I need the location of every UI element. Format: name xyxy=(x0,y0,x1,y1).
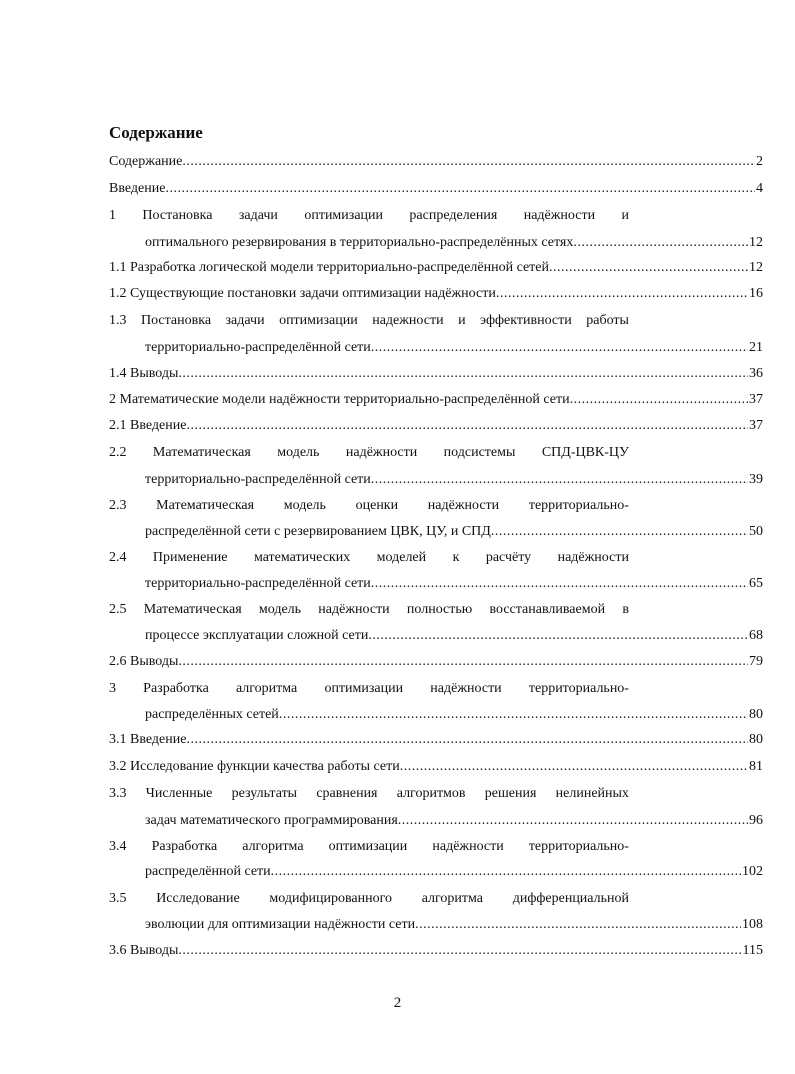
toc-entry-title: территориально-распределённой сети xyxy=(145,340,371,355)
toc-entry-leader xyxy=(145,705,763,725)
toc-entry[interactable] xyxy=(145,626,763,646)
toc-entry-page: 12 xyxy=(749,260,763,275)
toc-entry-word: 1.3 xyxy=(109,313,127,328)
toc-entry-leader xyxy=(145,574,763,594)
toc-entry-word: моделей xyxy=(376,550,427,565)
toc-entry-page: 37 xyxy=(749,418,763,433)
toc-entry-title: оптимального резервирования в территориально-распределённых сетях xyxy=(145,235,574,250)
toc-entry-word: Численные xyxy=(145,786,213,801)
leader-dots xyxy=(415,915,741,935)
toc-entry[interactable] xyxy=(145,470,763,490)
toc-entry-word: подсистемы xyxy=(443,445,516,460)
toc-entry-leader xyxy=(145,470,763,490)
toc-entry-title: задач математического программирования xyxy=(145,813,398,828)
toc-entry-leader xyxy=(109,152,763,172)
toc-entry-page: 102 xyxy=(742,864,763,879)
toc-entry-word: Постановка xyxy=(140,313,212,328)
toc-entry[interactable] xyxy=(109,390,763,410)
toc-entry-first-line[interactable] xyxy=(109,600,629,620)
toc-entry-word: 3.4 xyxy=(109,839,127,854)
leader-dots xyxy=(165,179,755,199)
toc-entry-word: дифференциальной xyxy=(512,891,629,906)
toc-entry-page: 96 xyxy=(749,813,763,828)
toc-entry-word: территориально- xyxy=(528,839,629,854)
leader-dots xyxy=(186,730,748,750)
leader-dots xyxy=(279,705,748,725)
toc-entry-word: работы xyxy=(586,313,629,328)
leader-dots xyxy=(371,574,748,594)
toc-entry-page: 21 xyxy=(749,340,763,355)
toc-entry-title: территориально-распределённой сети xyxy=(145,576,371,591)
toc-entry[interactable] xyxy=(109,258,763,278)
toc-entry-page: 115 xyxy=(742,943,763,958)
toc-entry-title: 3.6 Выводы xyxy=(109,943,179,958)
leader-dots xyxy=(491,522,748,542)
toc-entry-title: эволюции для оптимизации надёжности сети xyxy=(145,917,416,932)
toc-entry-word: задачи xyxy=(238,208,278,223)
toc-heading: Содержание xyxy=(109,123,203,142)
toc-entry-page: 68 xyxy=(749,628,763,643)
toc-entry-word: алгоритма xyxy=(235,681,298,696)
toc-entry-first-line[interactable] xyxy=(109,496,629,516)
toc-entry[interactable] xyxy=(109,152,763,172)
toc-entry[interactable] xyxy=(145,705,763,725)
toc-entry-page: 37 xyxy=(749,392,763,407)
leader-dots xyxy=(178,941,741,961)
toc-entry-word: полностью xyxy=(406,602,473,617)
toc-entry[interactable] xyxy=(145,862,763,882)
toc-entry-word: алгоритма xyxy=(242,839,304,854)
toc-entry-word: 2.5 xyxy=(109,602,127,617)
toc-entry-word: надежности xyxy=(372,313,444,328)
toc-entry-word: математических xyxy=(253,550,351,565)
toc-entry[interactable] xyxy=(109,416,763,436)
toc-entry-word: и xyxy=(621,208,629,223)
toc-entry-word: надёжности xyxy=(427,498,500,513)
toc-entry-leader xyxy=(109,730,763,750)
toc-entry-word: модель xyxy=(283,498,326,513)
toc-entry-first-line[interactable] xyxy=(109,837,629,857)
toc-entry-word: оптимизации xyxy=(328,839,408,854)
toc-entry-word: 3 xyxy=(109,681,116,696)
toc-entry-page: 2 xyxy=(756,154,763,169)
toc-entry-word: надёжности xyxy=(523,208,596,223)
toc-entry-word: надёжности xyxy=(345,445,418,460)
toc-entry-first-line[interactable] xyxy=(109,548,629,568)
toc-entry-page: 80 xyxy=(749,732,763,747)
toc-entry-title: 2.1 Введение xyxy=(109,418,187,433)
toc-entry-word: нелинейных xyxy=(555,786,629,801)
toc-entry-page: 36 xyxy=(749,366,763,381)
toc-entry-leader xyxy=(109,652,763,672)
toc-entry-word: распределения xyxy=(409,208,498,223)
toc-entry[interactable] xyxy=(109,941,763,961)
toc-entry-page: 108 xyxy=(742,917,763,932)
toc-entry-word: надёжности xyxy=(318,602,390,617)
leader-dots xyxy=(186,416,748,436)
leader-dots xyxy=(182,152,755,172)
toc-entry-leader xyxy=(109,258,763,278)
toc-entry-word: надёжности xyxy=(557,550,629,565)
toc-entry-word: Постановка xyxy=(142,208,213,223)
toc-entry[interactable] xyxy=(109,730,763,750)
toc-entry-word: СПД-ЦВК-ЦУ xyxy=(541,445,629,460)
toc-entry-first-line[interactable] xyxy=(109,311,629,331)
toc-entry-leader xyxy=(145,338,763,358)
toc-entry-leader xyxy=(109,364,763,384)
toc-entry-title: территориально-распределённой сети xyxy=(145,472,371,487)
toc-entry-page: 81 xyxy=(749,759,763,774)
page-number: 2 xyxy=(393,995,402,1011)
toc-entry-word: Применение xyxy=(152,550,228,565)
toc-entry-word: сравнения xyxy=(316,786,378,801)
leader-dots xyxy=(178,652,748,672)
toc-entry[interactable] xyxy=(145,915,763,935)
toc-entry-word: 1 xyxy=(109,208,116,223)
toc-entry[interactable] xyxy=(109,284,763,304)
toc-entry-word: решения xyxy=(484,786,537,801)
toc-entry[interactable] xyxy=(145,338,763,358)
toc-entry-title: 1.2 Существующие постановки задачи оптимизации надёжности xyxy=(109,286,496,301)
toc-entry-title: 3.1 Введение xyxy=(109,732,187,747)
toc-entry-word: Математическая xyxy=(143,602,242,617)
toc-entry-leader xyxy=(145,522,763,542)
toc-entry-word: надёжности xyxy=(432,839,504,854)
toc-entry-page: 39 xyxy=(749,472,763,487)
toc-entry-leader xyxy=(109,941,763,961)
toc-entry[interactable] xyxy=(145,574,763,594)
leader-dots xyxy=(271,862,741,882)
leader-dots xyxy=(570,390,748,410)
toc-entry-leader xyxy=(145,233,763,253)
leader-dots xyxy=(371,470,748,490)
toc-entry-word: алгоритмов xyxy=(396,786,466,801)
toc-entry-title: 2 Математические модели надёжности территориально-распределённой сети xyxy=(109,392,570,407)
toc-entry-leader xyxy=(109,390,763,410)
toc-entry-page: 65 xyxy=(749,576,763,591)
toc-entry-word: Математическая xyxy=(156,498,255,513)
toc-entry-word: Разработка xyxy=(151,839,218,854)
toc-entry-title: процессе эксплуатации сложной сети xyxy=(145,628,369,643)
toc-entry-leader xyxy=(109,416,763,436)
toc-entry-word: модель xyxy=(258,602,302,617)
toc-entry-word: оптимизации xyxy=(324,681,404,696)
toc-entry-word: к xyxy=(452,550,460,565)
toc-entry-word: в xyxy=(622,602,629,617)
toc-entry-leader xyxy=(109,179,763,199)
toc-entry-first-line[interactable] xyxy=(109,889,629,909)
toc-entry-word: Исследование xyxy=(156,891,240,906)
toc-entry[interactable] xyxy=(109,364,763,384)
toc-entry-word: 2.4 xyxy=(109,550,127,565)
toc-entry-word: оценки xyxy=(355,498,399,513)
leader-dots xyxy=(368,626,748,646)
toc-entry-word: задачи xyxy=(225,313,265,328)
leader-dots xyxy=(549,258,748,278)
toc-entry-title: распределённых сетей xyxy=(145,707,279,722)
toc-entry[interactable] xyxy=(109,652,763,672)
toc-entry-word: 3.3 xyxy=(109,786,127,801)
toc-entry[interactable] xyxy=(109,757,763,777)
toc-entry-page: 79 xyxy=(749,654,763,669)
toc-entry-word: территориально- xyxy=(528,498,629,513)
leader-dots xyxy=(398,811,748,831)
toc-entry-title: Введение xyxy=(109,181,166,196)
toc-entry-leader xyxy=(145,626,763,646)
toc-entry-first-line[interactable] xyxy=(109,679,629,699)
toc-entry-word: 2.3 xyxy=(109,498,127,513)
leader-dots xyxy=(178,364,748,384)
toc-entry-leader xyxy=(109,284,763,304)
toc-entry-word: надёжности xyxy=(430,681,502,696)
toc-entry-page: 4 xyxy=(756,181,763,196)
toc-entry-page: 12 xyxy=(749,235,763,250)
toc-entry-page: 16 xyxy=(749,286,763,301)
leader-dots xyxy=(371,338,748,358)
toc-entry-word: оптимизации xyxy=(279,313,358,328)
toc-entry-title: 1.4 Выводы xyxy=(109,366,179,381)
toc-entry-title: Содержание xyxy=(109,154,183,169)
toc-entry-leader xyxy=(145,915,763,935)
toc-entry-word: и xyxy=(458,313,466,328)
toc-entry-word: восстанавливаемой xyxy=(489,602,606,617)
toc-entry-word: 3.5 xyxy=(109,891,127,906)
toc-entry-word: оптимизации xyxy=(304,208,384,223)
toc-entry-leader xyxy=(145,862,763,882)
toc-entry-page: 80 xyxy=(749,707,763,722)
leader-dots xyxy=(496,284,748,304)
toc-entry-title: распределённой сети с резервированием ЦВК, ЦУ, и СПД xyxy=(145,524,491,539)
toc-entry-word: эффективности xyxy=(480,313,572,328)
leader-dots xyxy=(400,757,748,777)
toc-entry-word: алгоритма xyxy=(421,891,484,906)
toc-entry-word: модифицированного xyxy=(269,891,393,906)
toc-entry-title: 2.6 Выводы xyxy=(109,654,179,669)
toc-entry-word: территориально- xyxy=(528,681,629,696)
toc-entry-leader xyxy=(109,757,763,777)
toc-entry[interactable] xyxy=(145,233,763,253)
toc-entry-word: результаты xyxy=(231,786,298,801)
toc-entry-word: Разработка xyxy=(143,681,209,696)
toc-entry-word: расчёту xyxy=(485,550,532,565)
toc-entry-first-line[interactable] xyxy=(109,443,629,463)
toc-entry-word: 2.2 xyxy=(109,445,127,460)
toc-entry-leader xyxy=(145,811,763,831)
leader-dots xyxy=(573,233,748,253)
toc-entry-page: 50 xyxy=(749,524,763,539)
toc-entry[interactable] xyxy=(145,811,763,831)
toc-entry[interactable] xyxy=(145,522,763,542)
toc-entry-title: распределённой сети xyxy=(145,864,271,879)
toc-entry-word: модель xyxy=(277,445,320,460)
toc-entry-title: 1.1 Разработка логической модели территориально-распределённой сетей xyxy=(109,260,549,275)
toc-entry-first-line[interactable] xyxy=(109,784,629,804)
toc-entry-title: 3.2 Исследование функции качества работы сети xyxy=(109,759,400,774)
toc-entry[interactable] xyxy=(109,179,763,199)
toc-entry-word: Математическая xyxy=(152,445,251,460)
toc-entry-first-line[interactable] xyxy=(109,206,629,226)
